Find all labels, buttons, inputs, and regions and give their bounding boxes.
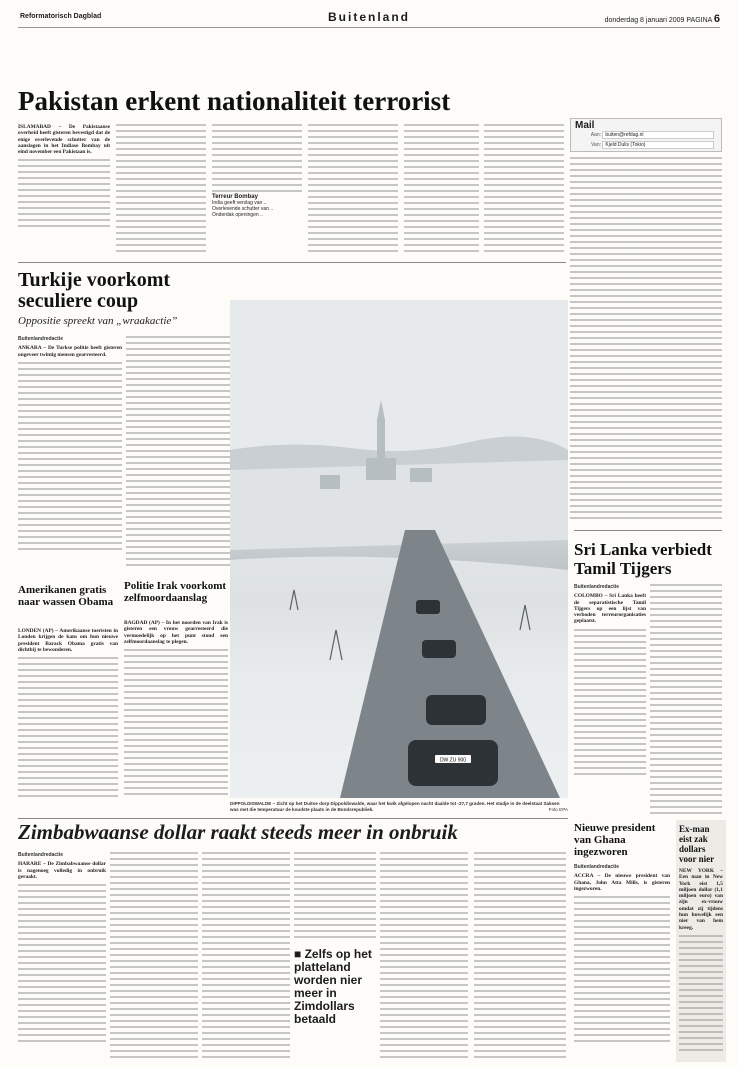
amerikanen-body	[18, 628, 118, 806]
pakistan-headline: Pakistan erkent nationaliteit terrorist	[18, 86, 451, 116]
info-box-item-2: Overlevende schutter van ..	[212, 206, 274, 212]
mail-title: Mail	[575, 120, 595, 131]
zimbabwe-lead: HARARE – De Zimbabwaanse dollar is nagenoeg volledig in onbruik geraakt.	[18, 861, 106, 880]
mail-box	[570, 118, 722, 152]
srilanka-lead: COLOMBO – Sri Lanka heeft de separatistische Tamil Tijgers op een lijst van verboden terreurorganisaties geplaatst.	[574, 593, 646, 625]
turkije-lead: ANKARA – De Turkse politie heeft gisteren ongeveer twintig mensen gearresteerd.	[18, 345, 122, 358]
irak-body	[124, 620, 228, 806]
srilanka-text-2	[650, 584, 722, 814]
pakistan-text-5	[404, 124, 479, 254]
zimbabwe-text-1	[18, 884, 106, 1044]
pakistan-col-6	[484, 124, 564, 254]
photo-illustration	[230, 300, 568, 798]
srilanka-byline: Buitenlandredactie	[574, 584, 620, 590]
srilanka-text-1	[574, 629, 646, 779]
amerikanen-headline: Amerikanen gratis naar wassen Obama	[18, 584, 114, 608]
pakistan-text-3	[212, 124, 302, 192]
mail-text	[570, 157, 722, 523]
ghana-headline: Nieuwe president van Ghana ingezworen	[574, 822, 656, 858]
exman-lead: NEW YORK – Een man in New York eist 1,5 miljoen dollar (1,1 miljoen euro) van zijn ex-vrouw omdat zij tijdens hun huwelijk een nier van hem kreeg.	[679, 868, 723, 931]
pakistan-text-2	[116, 124, 206, 254]
page-number: 6	[713, 13, 720, 25]
turkije-byline: Buitenlandredactie	[18, 336, 64, 342]
photo-credit: Foto EPA	[548, 806, 568, 812]
mail-column-text	[570, 157, 722, 523]
ghana-body	[574, 864, 670, 1062]
mail-from-value: Kjeld Dulis (Tokio)	[602, 141, 714, 149]
exman-text	[679, 935, 723, 1055]
page-label: PAGINA	[686, 17, 712, 24]
issue-date: donderdag 8 januari 2009	[604, 17, 685, 24]
license-plate: DW ZU 900	[439, 757, 467, 764]
turkije-col-2	[126, 336, 230, 570]
mail-to-value: buiten@refdag.nl	[602, 131, 714, 139]
ghana-text	[574, 896, 670, 1046]
mail-to-label: Aan:	[590, 132, 601, 138]
divider-rule-3	[18, 818, 568, 819]
srilanka-headline: Sri Lanka verbiedt Tamil Tijgers	[574, 540, 712, 578]
divider-rule	[18, 262, 566, 263]
turkije-text-2	[126, 336, 230, 570]
amerikanen-text	[18, 657, 118, 797]
zimbabwe-text-4	[294, 852, 376, 940]
date-page	[605, 13, 720, 25]
pakistan-col-4	[308, 124, 398, 254]
srilanka-col-1	[574, 584, 646, 814]
amerikanen-lead: LONDEN (AP) – Amerikaanse toeristen in Londen krijgen de kans om hun nieuwe president Barack Obama gratis van dichtbij te bewonderen.	[18, 628, 118, 653]
pakistan-info-box	[212, 194, 302, 254]
turkije-headline: Turkije voorkomt seculiere coup	[18, 269, 171, 312]
pakistan-text-1	[18, 159, 110, 229]
turkije-text-1	[18, 362, 122, 552]
zimbabwe-text-3	[202, 852, 290, 1062]
zimbabwe-col-4	[294, 852, 376, 940]
zimbabwe-text-5	[380, 852, 468, 1062]
masthead	[18, 10, 720, 28]
irak-lead: BAGDAD (AP) – In het noorden van Irak is gisteren een vrouw gearresteerd die vermoedelijk op het punt stond een zelfmoordaanslag te plegen.	[124, 620, 228, 645]
pakistan-text-6	[484, 124, 564, 254]
zimbabwe-col-6	[474, 852, 566, 1062]
pakistan-col-1	[18, 124, 110, 254]
photo-caption	[230, 801, 568, 812]
pakistan-col-3	[212, 124, 302, 192]
exman-headline: Ex-man eist zak dollars voor nier	[679, 824, 715, 864]
turkije-subhead: Oppositie spreekt van „wraakactie”	[18, 315, 178, 327]
zimbabwe-col-1	[18, 852, 106, 1062]
mail-to-row	[575, 131, 714, 139]
paper-name: Reformatorisch Dagblad	[20, 13, 102, 20]
mail-from-label: Van:	[591, 142, 601, 148]
divider-rule-2	[574, 530, 722, 531]
srilanka-col-2	[650, 584, 722, 814]
info-box-title: Terreur Bombay	[212, 194, 258, 200]
zimbabwe-headline: Zimbabwaanse dollar raakt steeds meer in onbruik	[18, 820, 458, 844]
caption-text: DIPPOLDISWALDE – Zicht op het Duitse dorp Dippoldiswalde, waar het kwik afgelopen nacht daalde tot -27,7 graden. Het stadje in de deelstaat Saksen was met die temperatuur de koudste plaats in de Bondsrepubliek.	[230, 801, 560, 812]
ghana-byline: Buitenlandredactie	[574, 864, 620, 870]
zimbabwe-byline: Buitenlandredactie	[18, 852, 64, 858]
pakistan-col-5	[404, 124, 479, 254]
zimbabwe-col-2	[110, 852, 198, 1062]
zimbabwe-col-3	[202, 852, 290, 1062]
pakistan-col-2	[116, 124, 206, 254]
zimbabwe-pull-quote: ■ Zelfs op het platteland worden nier meer in Zimdollars betaald	[294, 947, 372, 1026]
irak-headline: Politie Irak voorkomt zelfmoordaanslag	[124, 580, 227, 604]
section-title: Buitenland	[328, 10, 410, 24]
zimbabwe-col-5	[380, 852, 468, 1062]
pakistan-text-4	[308, 124, 398, 254]
pakistan-lead: ISLAMABAD – De Pakistaanse overheid heeft gisteren bevestigd dat de enige overlevende schutter van de aanslagen in het Indiase Bombay uit eind november een Pakistaan is.	[18, 124, 110, 156]
info-box-item-1: India geeft verslag van ..	[212, 200, 267, 206]
photo-snowy-village	[230, 300, 568, 798]
zimbabwe-text-6	[474, 852, 566, 1062]
turkije-col-1	[18, 336, 122, 570]
mail-from-row	[575, 141, 714, 149]
zimbabwe-text-2	[110, 852, 198, 1062]
exman-box	[676, 820, 726, 1062]
irak-text	[124, 649, 228, 797]
info-box-item-3: Onderdak openingen ..	[212, 212, 263, 218]
exman-body	[679, 868, 723, 1058]
ghana-lead: ACCRA – De nieuwe president van Ghana, John Atta Mills, is gisteren ingezworen.	[574, 873, 670, 892]
